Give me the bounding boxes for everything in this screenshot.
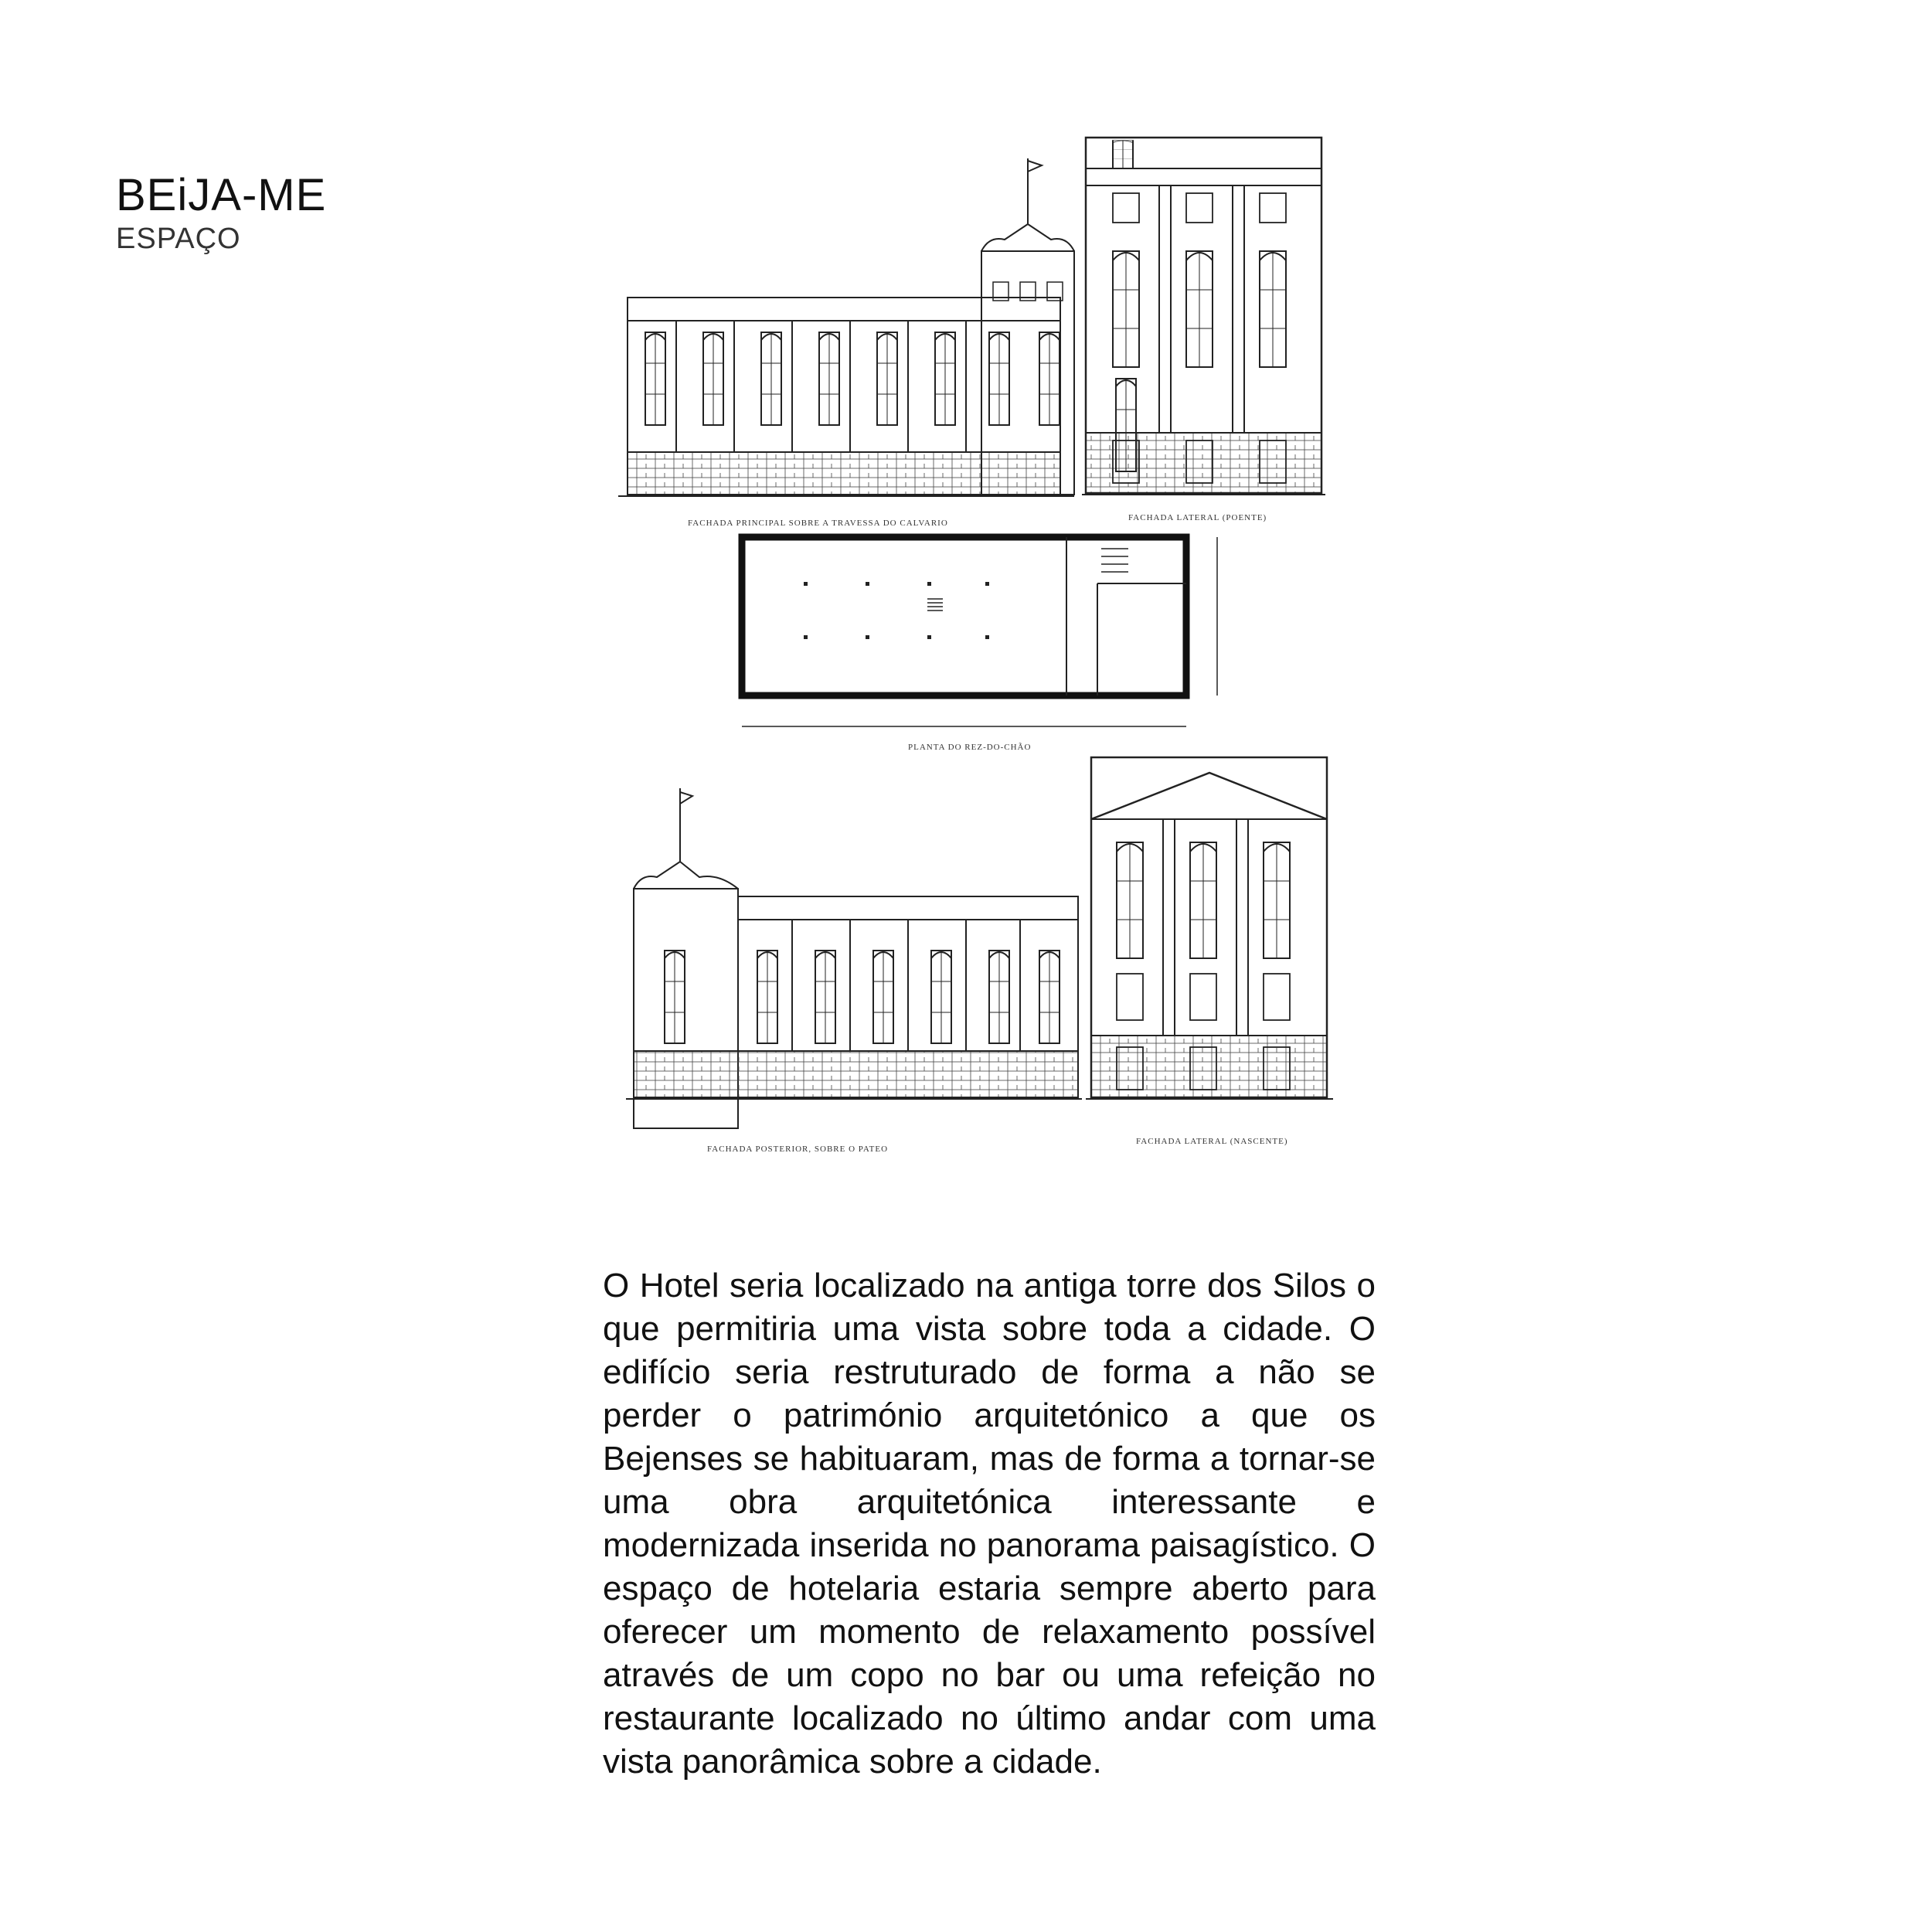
facade-front	[618, 158, 1074, 496]
facade-side-bottom	[1086, 757, 1333, 1099]
caption-side-bottom: FACHADA LATERAL (NASCENTE)	[1136, 1137, 1288, 1146]
caption-side-top: FACHADA LATERAL (POENTE)	[1128, 513, 1267, 522]
brand-title: BEiJA-ME	[116, 170, 327, 220]
facade-back	[626, 788, 1082, 1128]
floor-plan	[742, 537, 1217, 726]
caption-back: FACHADA POSTERIOR, SOBRE O PATEO	[707, 1145, 889, 1154]
caption-front: FACHADA PRINCIPAL SOBRE A TRAVESSA DO CALVARIO	[688, 519, 948, 528]
architectural-drawing	[618, 116, 1376, 1167]
brand-subtitle: ESPAÇO	[116, 223, 241, 255]
brand-block	[116, 172, 326, 257]
caption-plan: PLANTA DO REZ-DO-CHÃO	[908, 743, 1032, 752]
facade-side-top	[1082, 138, 1325, 495]
description-paragraph: O Hotel seria localizado na antiga torre dos Silos o que permitiria uma vista sobre toda a cidade. O edifício seria restruturado de forma a não se perder o património arquitetónico a que os Bejenses se habituaram, mas de forma a tornar-se uma obra arquitetónica interessante e modernizada inserida no panorama paisagístico. O espaço de hotelaria estaria sempre aberto para oferecer um momento de relaxamento possível através de um copo no bar ou uma refeição no restaurante localizado no último andar com uma vista panorâmica sobre a cidade.	[603, 1267, 1376, 1781]
architectural-drawing-svg	[618, 116, 1376, 1167]
